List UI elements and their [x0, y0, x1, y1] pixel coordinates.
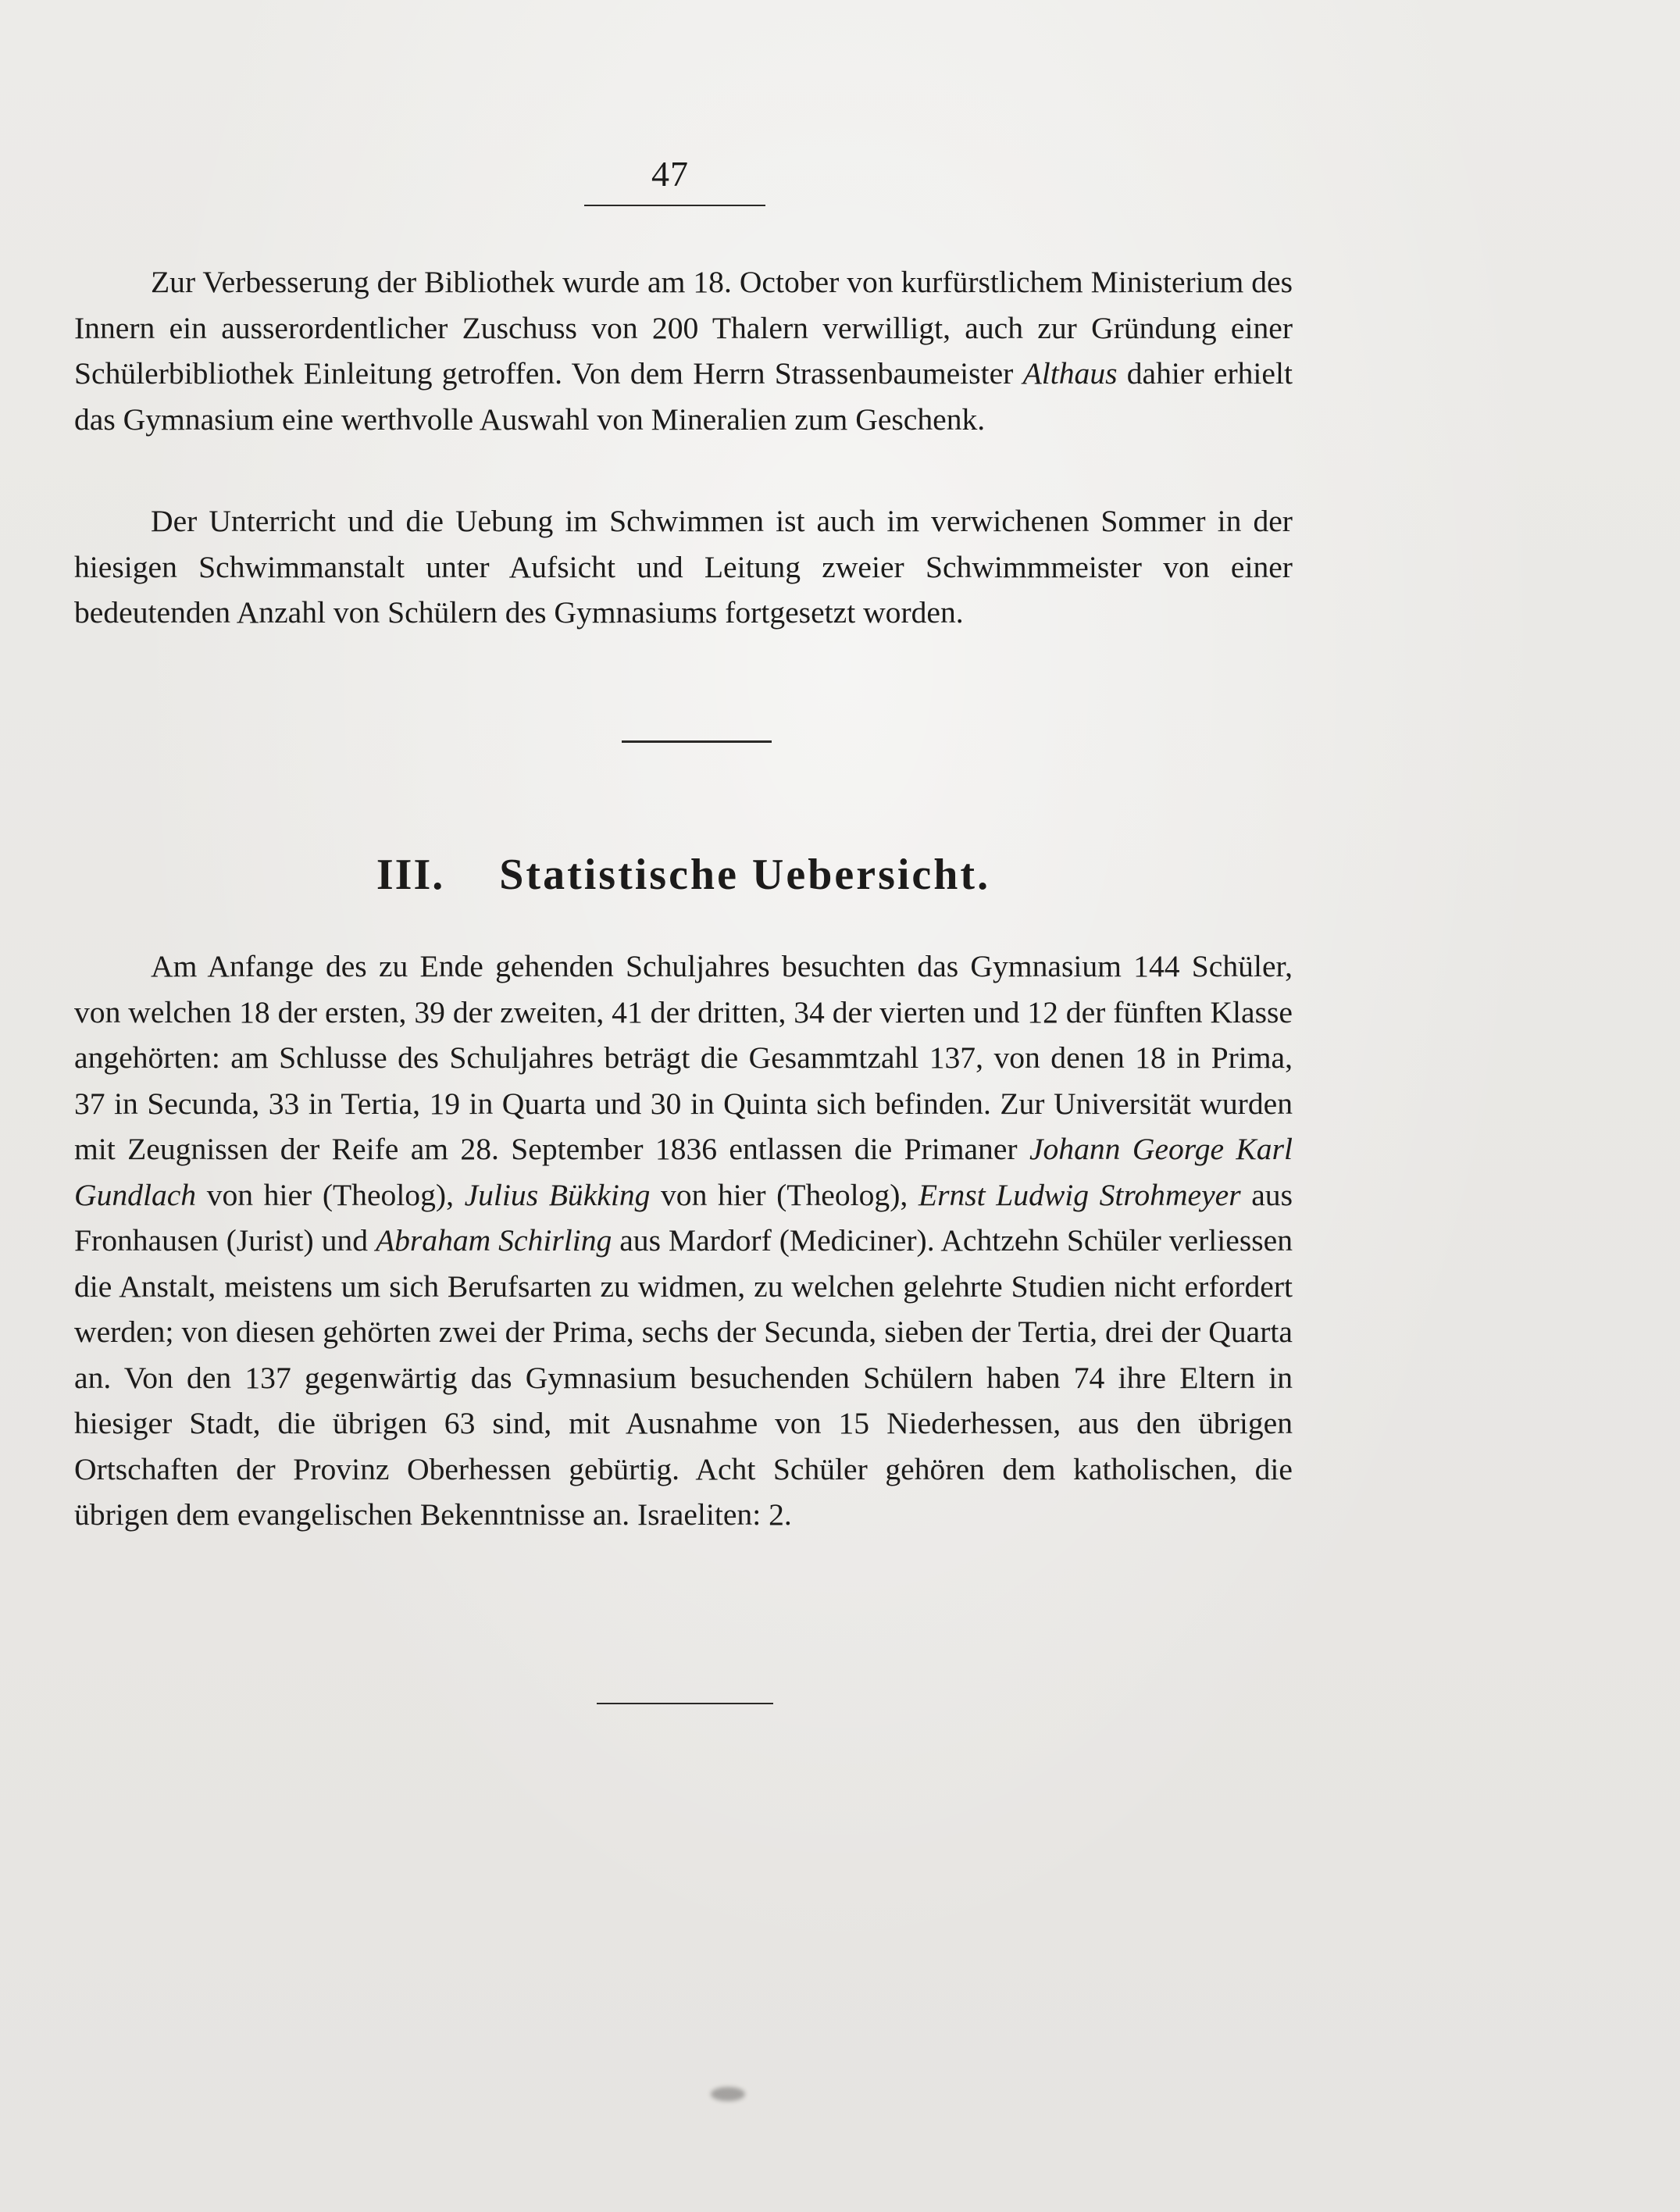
header-rule	[584, 205, 765, 206]
name-gundlach: Johann George Karl Gundlach	[74, 1132, 1293, 1212]
page-number: 47	[651, 154, 689, 194]
paragraph-library-part-2: dahier erhielt das Gymnasium eine werthvolle Auswahl von Mineralien zum Geschenk.	[74, 356, 1293, 437]
section-heading	[0, 850, 1367, 900]
end-rule	[597, 1703, 773, 1704]
statistics-part-5: aus Mardorf (Mediciner). Achtzehn Schüler verliessen die Anstalt, meistens um sich Berufsarten zu widmen, zu welchen gelehrte Studien nicht erfordert werden; von diesen gehörten zwei der Prima, sechs der Secunda, sieben der Tertia, drei der Quarta an. Von den 137 gegenwärtig das Gymnasium besuchenden Schülern haben 74 ihre Eltern in hiesiger Stadt, die übrigen 63 sind, mit Ausnahme von 15 Niederhessen, aus den übrigen Ortschaften der Provinz Oberhessen gebürtig. Acht Schüler gehören dem katholischen, die übrigen dem evangelischen Bekenntnisse an. Israeliten: 2.	[74, 1223, 1293, 1532]
section-divider	[622, 740, 772, 743]
ink-smudge	[711, 2087, 745, 2101]
paragraph-library-part-1: Zur Verbesserung der Bibliothek wurde am 18. October von kurfürstlichem Ministerium des Innern ein ausserordentlicher Zuschuss von 200 Thalern verwilligt, auch zur Gründung einer Schülerbibliothek Einleitung getroffen. Von dem Herrn Strassenbaumeister	[74, 265, 1293, 391]
name-bukking: Julius Bükking	[464, 1177, 651, 1212]
paragraph-library-text	[74, 259, 1293, 442]
name-strohmeyer: Ernst Ludwig Strohmeyer	[918, 1177, 1241, 1212]
statistics-part-1: Am Anfange des zu Ende gehenden Schuljahres besuchten das Gymnasium 144 Schüler, von welchen 18 der ersten, 39 der zweiten, 41 der dritten, 34 der vierten und 12 der fünften Klasse angehörten: am Schlusse des Schuljahres beträgt die Gesammtzahl 137, von denen 18 in Prima, 37 in Secunda, 33 in Tertia, 19 in Quarta und 30 in Quinta sich befinden. Zur Universität wurden mit Zeugnissen der Reife am 28. September 1836 entlassen die Primaner	[74, 949, 1293, 1166]
name-althaus: Althaus	[1022, 356, 1118, 391]
statistics-part-3: von hier (Theolog),	[650, 1177, 918, 1212]
paragraph-swimming	[74, 498, 1293, 636]
statistics-part-2: von hier (Theolog),	[196, 1177, 465, 1212]
paragraph-swimming-text: Der Unterricht und die Uebung im Schwimmen ist auch im verwichenen Sommer in der hiesigen Schwimmanstalt unter Aufsicht und Leitung zweier Schwimmmeister von einer bedeutenden Anzahl von Schülern des Gymnasiums fortgesetzt worden.	[74, 504, 1293, 630]
paragraph-statistics-text	[74, 944, 1293, 1538]
paragraph-statistics	[74, 944, 1293, 1538]
name-schirling: Abraham Schirling	[375, 1223, 612, 1258]
statistics-part-4: aus Fronhausen (Jurist) und	[74, 1177, 1293, 1258]
section-numeral: III.	[376, 851, 445, 899]
section-title: Statistische Uebersicht.	[499, 851, 991, 899]
paragraph-library	[74, 259, 1293, 442]
